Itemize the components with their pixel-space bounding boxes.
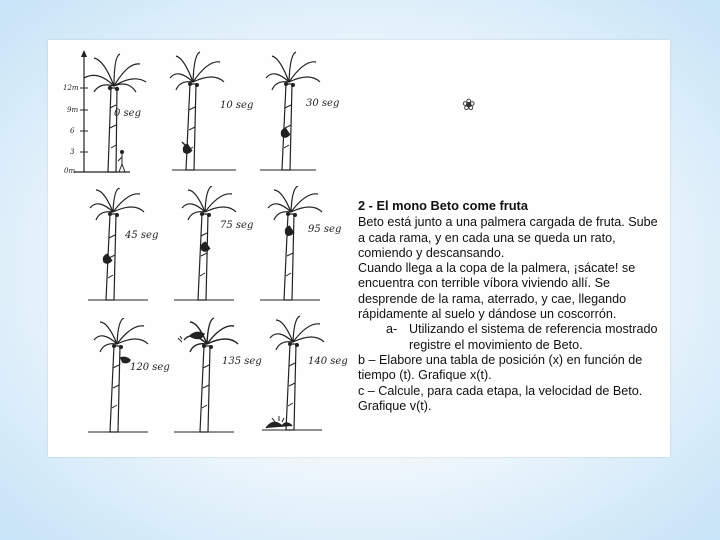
time-label-140: 140 seg bbox=[308, 356, 348, 367]
time-label-120: 120 seg bbox=[130, 362, 170, 373]
worksheet-image bbox=[48, 40, 670, 457]
time-label-135: 135 seg bbox=[222, 356, 262, 367]
problem-story: Cuando llega a la copa de la palmera, ¡sácate! se encuentra con terrible víbora viviendo allí. Se desprende de la rama, aterrado, y cae, llegando rápidamente al suelo y dándose un coscorrón. bbox=[358, 261, 636, 322]
palm-panel-5 bbox=[170, 186, 250, 308]
palm-panel-4 bbox=[84, 188, 164, 308]
problem-title: 2 - El mono Beto come fruta bbox=[358, 198, 528, 213]
time-label-10: 10 seg bbox=[220, 100, 254, 111]
question-b: b – Elabore una tabla de posición (x) en función de tiempo (t). Grafique x(t). bbox=[358, 352, 643, 383]
palm-panel-2 bbox=[166, 50, 246, 176]
problem-statement bbox=[358, 198, 663, 414]
time-label-30: 30 seg bbox=[306, 98, 340, 109]
palm-panel-7 bbox=[84, 318, 164, 438]
question-a bbox=[386, 322, 663, 353]
axis-tick-9: 9m bbox=[67, 106, 79, 114]
ink-mark-1: ❀ bbox=[462, 97, 476, 114]
question-a-text: Utilizando el sistema de referencia mostrado registre el movimiento de Beto. bbox=[409, 322, 658, 352]
time-label-0: 0 seg bbox=[114, 108, 141, 119]
axis-tick-3: 3 bbox=[70, 148, 75, 156]
palm-panel-3 bbox=[256, 48, 336, 176]
time-label-95: 95 seg bbox=[308, 224, 342, 235]
problem-intro: Beto está junto a una palmera cargada de fruta. Sube a cada rama, y en cada una se queda un rato, comiendo y descansando. bbox=[358, 215, 658, 260]
axis-tick-12: 12m bbox=[63, 84, 79, 92]
question-a-label: a- bbox=[386, 322, 398, 337]
axis-tick-6: 6 bbox=[70, 127, 75, 135]
palm-panel-8 bbox=[170, 314, 250, 438]
palm-panel-6 bbox=[256, 186, 336, 308]
palm-panel-9 bbox=[258, 314, 338, 440]
time-label-45: 45 seg bbox=[125, 230, 159, 241]
question-c: c – Calcule, para cada etapa, la velocidad de Beto. Grafique v(t). bbox=[358, 383, 643, 413]
axis-tick-0: 0m bbox=[64, 167, 76, 175]
time-label-75: 75 seg bbox=[220, 220, 254, 231]
